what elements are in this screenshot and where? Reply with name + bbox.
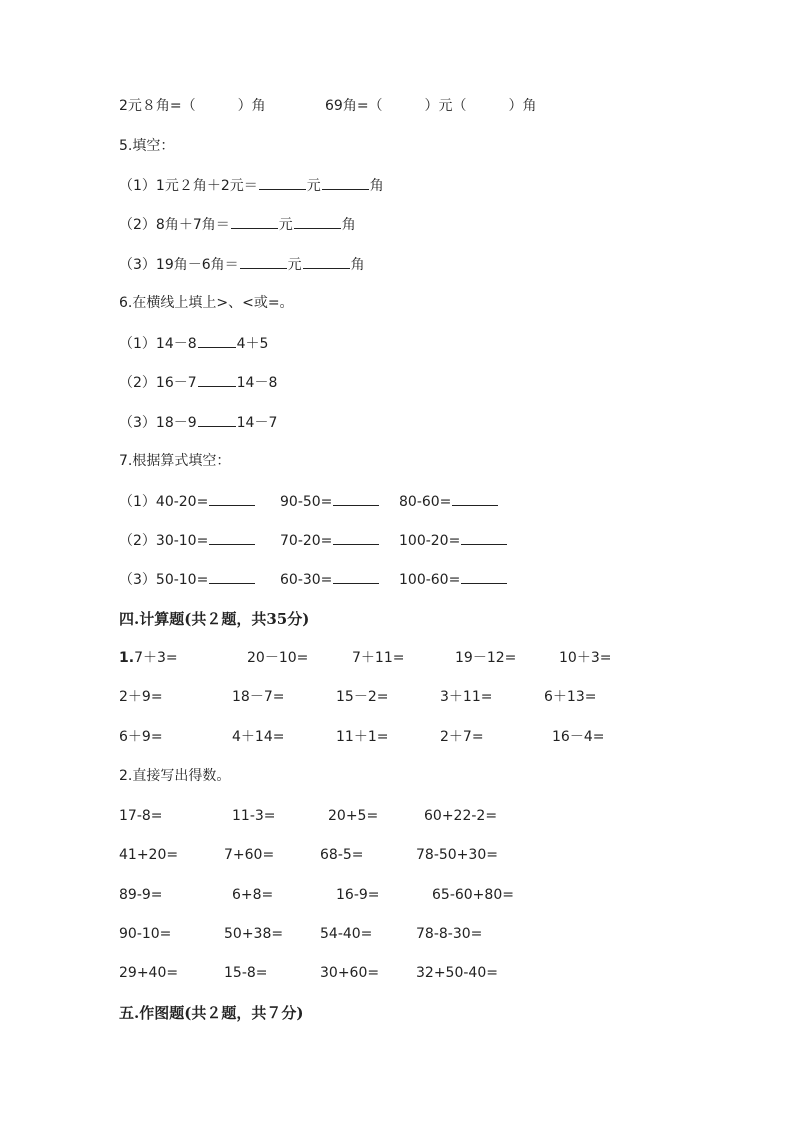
answer-blank[interactable] (209, 529, 255, 545)
q5-row-prefix: （2）8角＋7角＝ (119, 217, 230, 233)
q6-left-expr: （2）16－7 (119, 375, 197, 391)
answer-blank[interactable] (209, 490, 255, 506)
section-4-title: 四.计算题(共２题，共35分) (119, 610, 310, 628)
calc-cell: 3＋11= (440, 689, 493, 705)
q5-row-prefix: （3）19角－6角＝ (119, 257, 239, 273)
q5-title: 5.填空： (119, 138, 175, 154)
answer-blank[interactable] (198, 332, 236, 348)
q5-unit-yuan: 元 (278, 217, 293, 233)
q5-unit-jiao: 角 (341, 217, 356, 233)
mental-cell: 54-40= (320, 926, 373, 942)
calc-cell: 11＋1= (336, 729, 389, 745)
q7-cell: （1）40-20= (119, 490, 256, 513)
answer-blank[interactable] (333, 568, 379, 584)
q2-title: 2.直接写出得数。 (119, 768, 231, 784)
q6-right-expr: 14－8 (236, 375, 278, 391)
mental-cell: 17-8= (119, 808, 163, 824)
answer-blank[interactable] (209, 568, 255, 584)
answer-blank[interactable] (333, 490, 379, 506)
calc-cell: 1.7＋3= (119, 650, 178, 666)
q5-unit-yuan: 元 (287, 257, 302, 273)
answer-blank[interactable] (259, 174, 306, 190)
mental-cell: 90-10= (119, 926, 172, 942)
calc-cell: 6＋9= (119, 729, 163, 745)
q4-item-1: 2元８角=（ ）角 (119, 98, 266, 114)
mental-cell: 30+60= (320, 965, 380, 981)
q6-right-expr: 4＋5 (236, 336, 269, 352)
q7-cell: 100-20= (399, 529, 508, 552)
mental-cell: 15-8= (224, 965, 268, 981)
q5-unit-jiao: 角 (350, 257, 365, 273)
q6-row-3 (119, 411, 277, 433)
mental-cell: 89-9= (119, 887, 163, 903)
q6-row-2 (119, 371, 277, 393)
answer-blank[interactable] (322, 174, 369, 190)
q5-row-prefix: （1）1元２角＋2元＝ (119, 178, 258, 194)
mental-cell: 78-50+30= (416, 847, 498, 863)
q5-unit-yuan: 元 (306, 178, 321, 194)
mental-cell: 65-60+80= (432, 887, 514, 903)
q7-cell: 100-60= (399, 568, 508, 591)
calc-cell: 18－7= (232, 689, 285, 705)
mental-cell: 50+38= (224, 926, 284, 942)
answer-blank[interactable] (231, 213, 278, 229)
q6-row-1 (119, 332, 268, 354)
mental-cell: 32+50-40= (416, 965, 498, 981)
mental-cell: 41+20= (119, 847, 179, 863)
q7-cell: 80-60= (399, 490, 499, 513)
q6-right-expr: 14－7 (236, 415, 278, 431)
mental-cell: 11-3= (232, 808, 276, 824)
calc-cell: 19－12= (455, 650, 517, 666)
q7-cell: 90-50= (280, 490, 380, 513)
mental-cell: 16-9= (336, 887, 380, 903)
calc-cell: 20－10= (247, 650, 309, 666)
calc-cell: 4＋14= (232, 729, 285, 745)
q6-title: 6.在横线上填上>、<或=。 (119, 295, 294, 311)
mental-cell: 60+22-2= (424, 808, 498, 824)
q7-title: 7.根据算式填空： (119, 453, 231, 469)
q1-label: 1. (119, 650, 135, 666)
calc-cell: 16－4= (552, 729, 605, 745)
q7-cell: 60-30= (280, 568, 380, 591)
calc-cell: 2＋9= (119, 689, 163, 705)
answer-blank[interactable] (240, 253, 287, 269)
answer-blank[interactable] (294, 213, 341, 229)
mental-cell: 78-8-30= (416, 926, 483, 942)
mental-cell: 29+40= (119, 965, 179, 981)
answer-blank[interactable] (333, 529, 379, 545)
q7-cell: 70-20= (280, 529, 380, 552)
mental-cell: 68-5= (320, 847, 364, 863)
calc-cell: 7＋11= (352, 650, 405, 666)
q5-unit-jiao: 角 (369, 178, 384, 194)
q7-cell: （2）30-10= (119, 529, 256, 552)
answer-blank[interactable] (303, 253, 350, 269)
q6-left-expr: （3）18－9 (119, 415, 197, 431)
answer-blank[interactable] (198, 371, 236, 387)
mental-cell: 20+5= (328, 808, 379, 824)
answer-blank[interactable] (461, 529, 507, 545)
answer-blank[interactable] (452, 490, 498, 506)
q5-row-1 (119, 174, 384, 196)
calc-cell: 15－2= (336, 689, 389, 705)
calc-cell: 10＋3= (559, 650, 612, 666)
answer-blank[interactable] (461, 568, 507, 584)
q6-left-expr: （1）14－8 (119, 336, 197, 352)
mental-cell: 7+60= (224, 847, 275, 863)
mental-cell: 6+8= (232, 887, 274, 903)
q7-cell: （3）50-10= (119, 568, 256, 591)
section-5-title: 五.作图题(共２题，共７分) (119, 1004, 304, 1022)
calc-cell: 2＋7= (440, 729, 484, 745)
q4-item-2: 69角=（ ）元（ ）角 (325, 98, 537, 114)
q5-row-3 (119, 253, 365, 275)
q5-row-2 (119, 213, 356, 235)
calc-cell: 6＋13= (544, 689, 597, 705)
answer-blank[interactable] (198, 411, 236, 427)
